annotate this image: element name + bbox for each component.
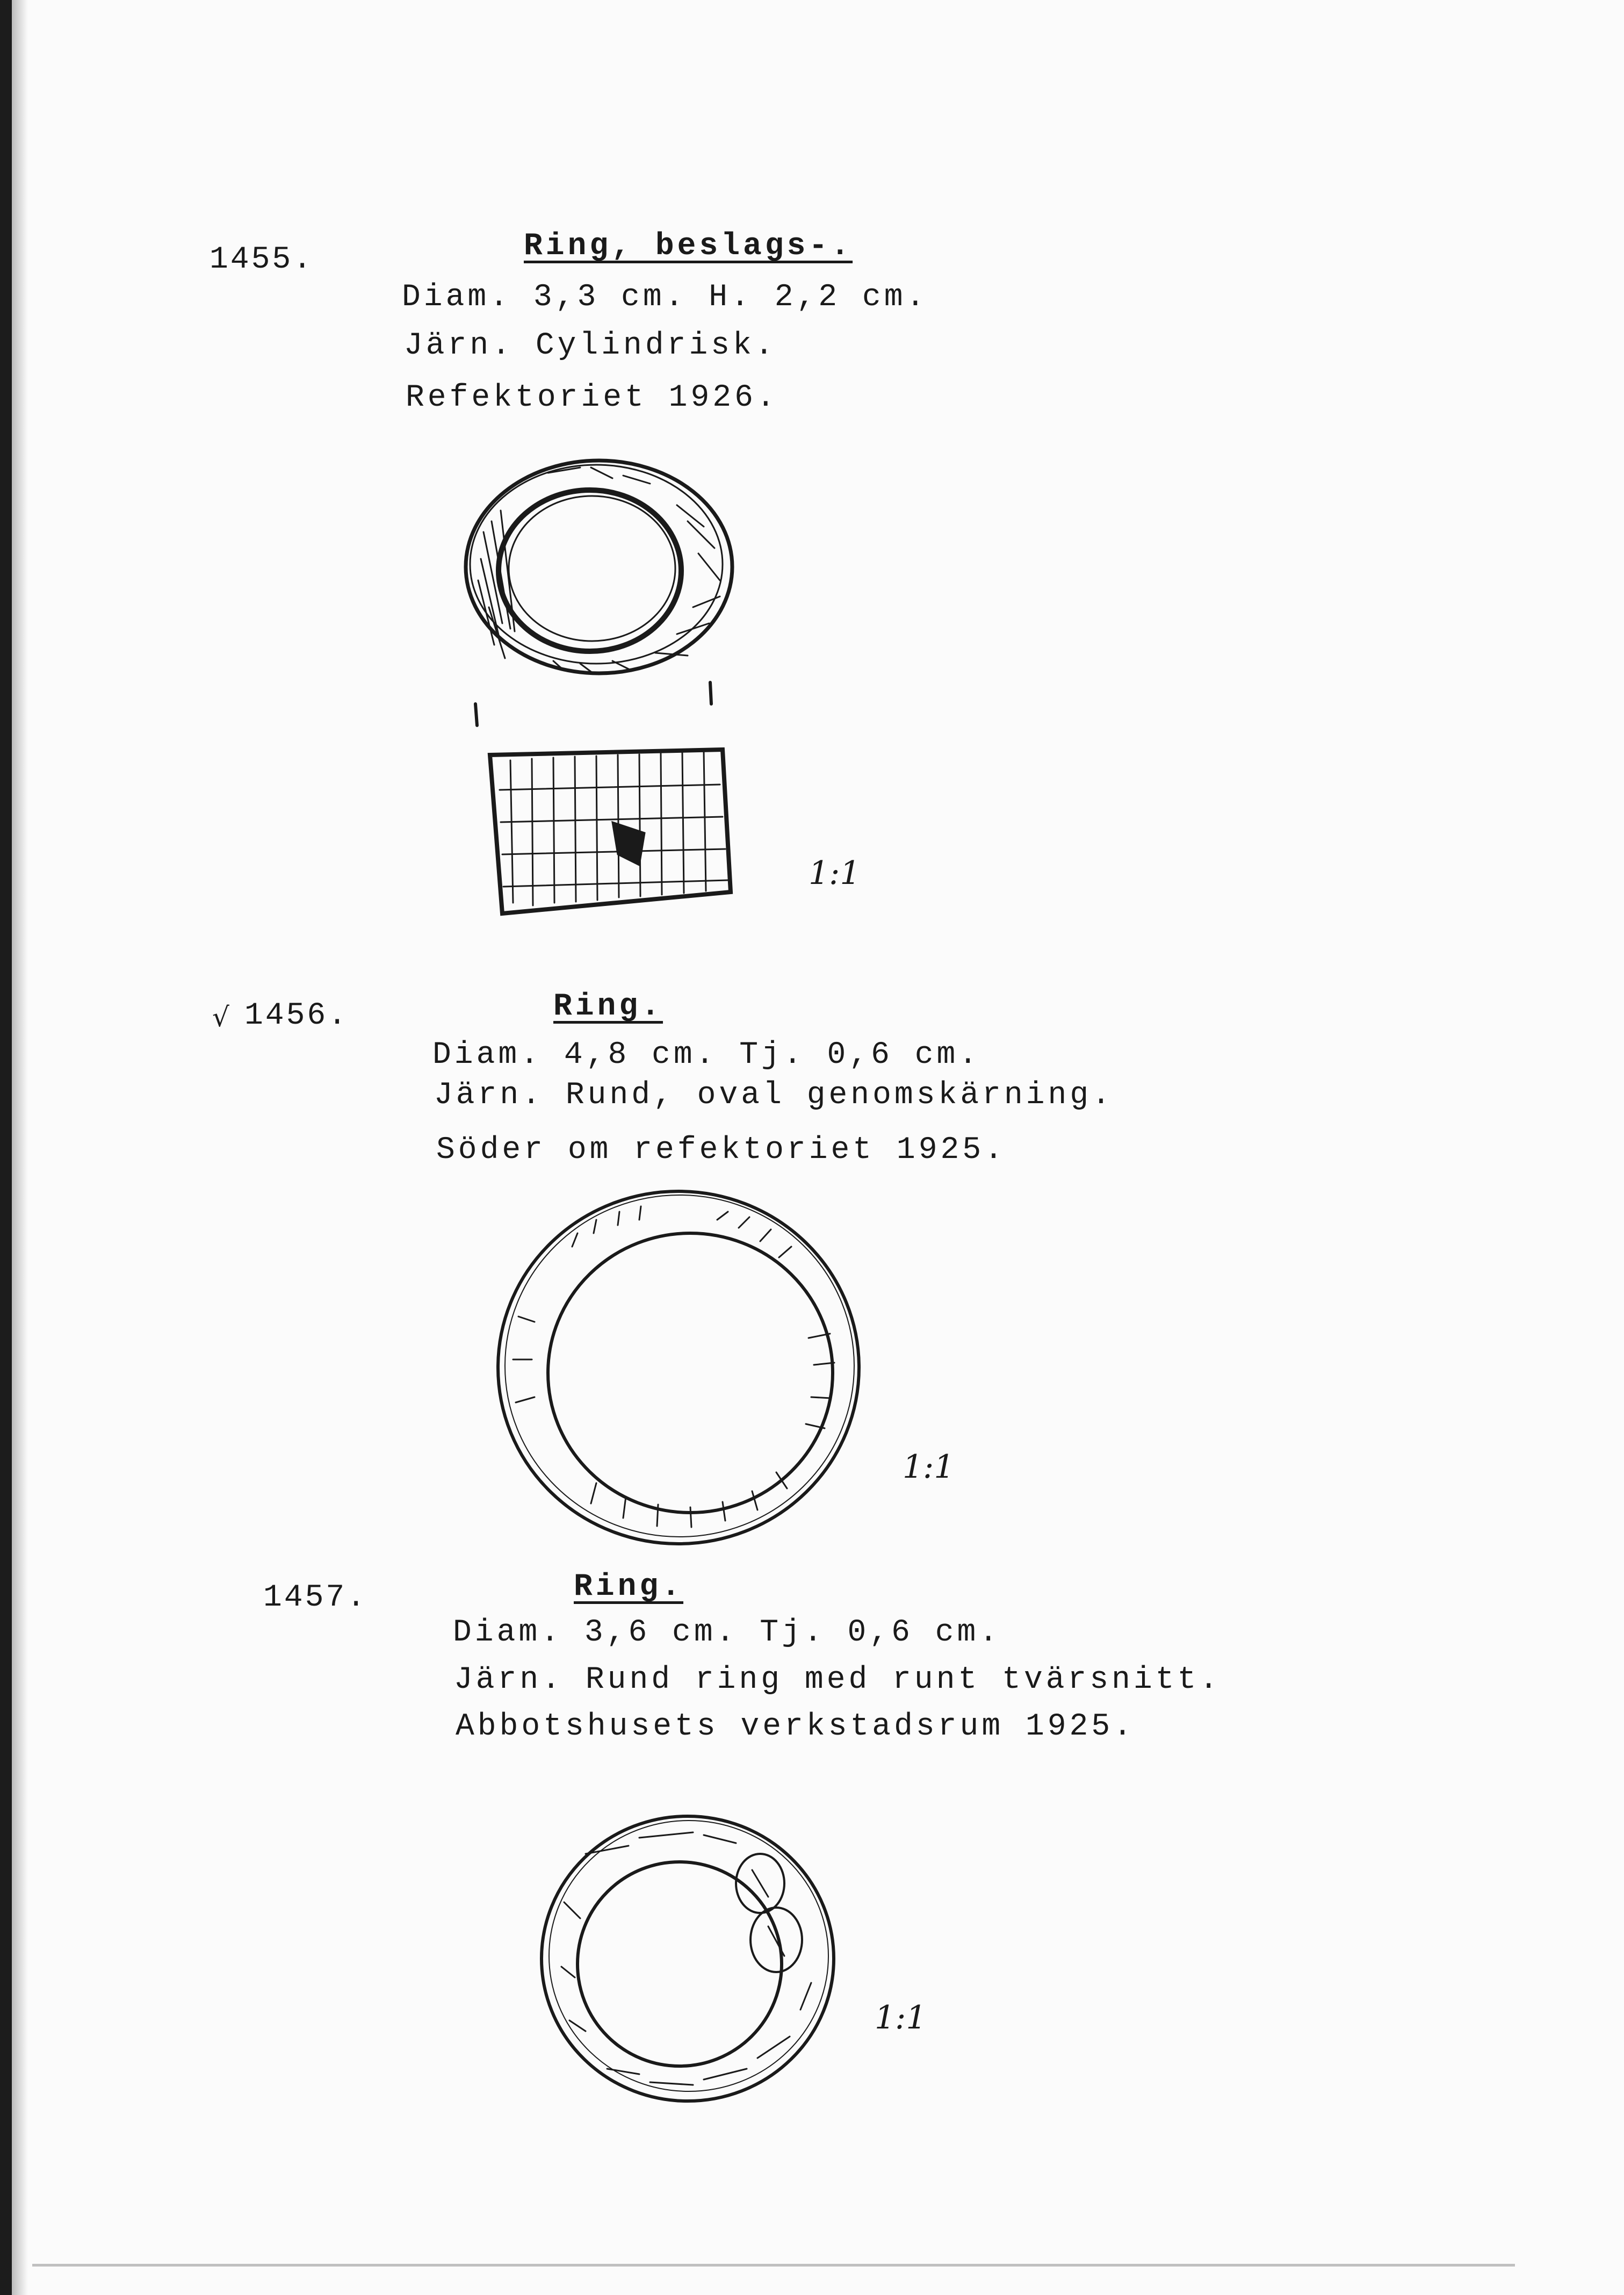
entry-material: Järn. Cylindrisk.: [404, 328, 777, 363]
entry-number: 1456.: [244, 998, 349, 1033]
entry-material: Järn. Rund ring med runt tvärsnitt.: [454, 1663, 1222, 1697]
entry-dimensions: Diam. 3,6 cm. Tj. 0,6 cm.: [453, 1615, 1001, 1650]
entry-findspot: Refektoriet 1926.: [406, 380, 778, 415]
ring-1455-drawing: [451, 446, 741, 930]
entry-findspot: Söder om refektoriet 1925.: [436, 1133, 1006, 1168]
scale-label: 1:1: [903, 1448, 955, 1486]
entry-title: Ring, beslags-.: [524, 229, 853, 264]
page-edge: [0, 0, 12, 2295]
entry-number: 1457.: [263, 1580, 368, 1615]
entry-number: 1455.: [210, 242, 314, 277]
entry-material: Järn. Rund, oval genomskärning.: [434, 1078, 1114, 1113]
entry-title: Ring.: [574, 1570, 684, 1605]
scale-label: 1:1: [809, 854, 861, 892]
entry-title: Ring.: [553, 989, 663, 1024]
page-bottom-edge: [32, 2264, 1515, 2267]
entry-dimensions: Diam. 3,3 cm. H. 2,2 cm.: [402, 280, 928, 315]
entry-findspot: Abbotshusets verkstadsrum 1925.: [456, 1709, 1135, 1744]
page-edge-shadow: [12, 0, 28, 2295]
entry-dimensions: Diam. 4,8 cm. Tj. 0,6 cm.: [432, 1038, 981, 1073]
check-mark: √: [212, 1002, 229, 1033]
scale-label: 1:1: [875, 1999, 927, 2037]
ring-1457-drawing: [532, 1805, 843, 2106]
ring-1456-drawing: [486, 1182, 873, 1558]
